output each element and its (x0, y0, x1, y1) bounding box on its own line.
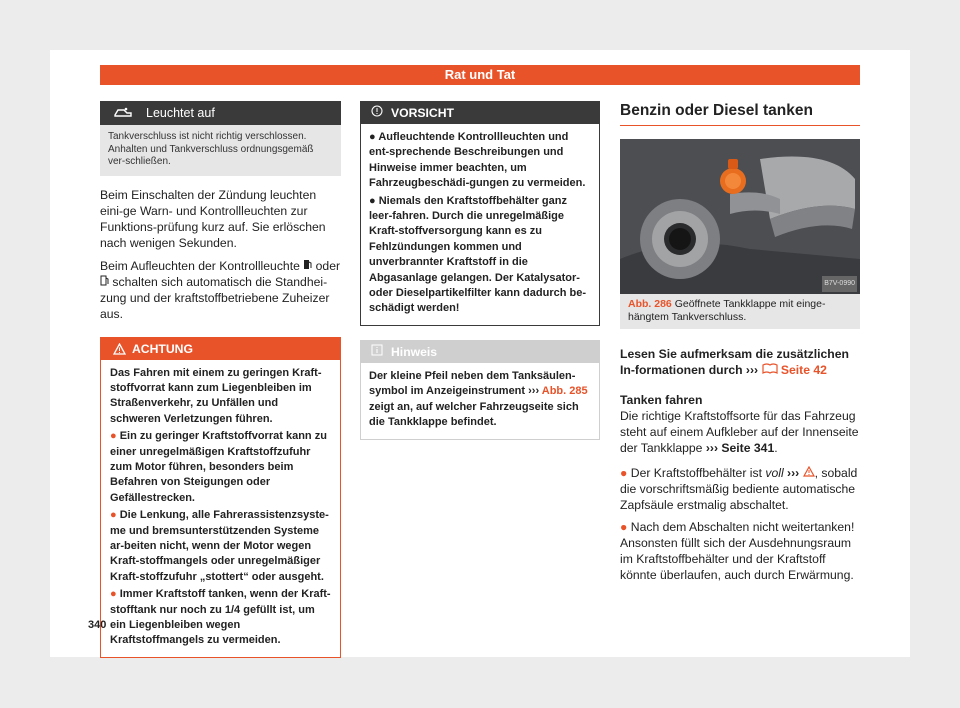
warning-item (110, 587, 331, 649)
lamp-title: Leuchtet auf (146, 106, 215, 120)
paragraph-ignition: Beim Einschalten der Zündung leuchten eini-ge Warn- und Kontrollleuchten zur Funktions-prüfung kurz auf. Sie erlöschen nach wenigen Sekunden. (100, 187, 326, 250)
paragraph-fuel-type (620, 408, 860, 456)
bullet-icon: ● (110, 509, 117, 522)
figure-caption (620, 294, 860, 329)
warning-body (101, 360, 340, 657)
text: . (774, 441, 778, 455)
caution-box (360, 101, 600, 326)
warning-lamp-header (100, 101, 341, 125)
warning-triangle-icon (803, 466, 815, 480)
text: Aufleuchtende Kontrollleuchten und ent-sprechende Beschreibungen und Hinweise immer beachten, um Fahrzeugbeschädi-gungen zu vermeiden. (369, 131, 586, 190)
caution-item (369, 194, 591, 317)
text: , sobald die vorschriftsmäßig bediente automatische Zapfsäule erstmalig abschaltet. (620, 466, 858, 512)
bullet-icon: ● (110, 430, 117, 443)
figure-code: B7V-0990 (822, 276, 857, 292)
text: schalten sich automatisch die Standhei-zung und der kraftstoffbetriebene Zuheizer aus. (100, 274, 330, 321)
paragraph-lamp (100, 258, 341, 322)
caution-header (361, 102, 599, 124)
caution-title: VORSICHT (391, 106, 454, 120)
page-number: 340 (88, 619, 107, 631)
bullet-icon: ● (369, 131, 376, 143)
warning-intro: Das Fahren mit einem zu geringen Kraft-stoffvorrat kann zum Liegenbleiben im Straßenverkehr, zu Unfällen und schweren Verletzungen führen. (110, 366, 322, 425)
text: Der Kraftstoffbehälter ist (630, 466, 762, 480)
text: voll (765, 466, 784, 480)
note-body (361, 363, 599, 439)
note-header (361, 341, 599, 363)
warning-title: ACHTUNG (132, 341, 193, 356)
figure-link[interactable]: Abb. 285 (541, 385, 588, 398)
warning-triangle-icon (113, 343, 126, 355)
text: Niemals den Kraftstoffbehälter ganz leer-fahren. Durch die unregelmäßige Kraft-stoffversorgung kann es zu Fehlzündungen kommen und unverbrannter Kraftstoff in die Abgasanlage gelangen. Der Katalysator- oder Dieselpartikelfilter kann dadurch be-schädigt werden! (369, 194, 587, 315)
bullet-icon: ● (369, 194, 376, 207)
chapter-header: Rat und Tat (100, 65, 860, 85)
warning-header (101, 338, 340, 360)
text: Nach dem Abschalten nicht weitertanken! Ansonsten füllt sich der Ausdehnungsraum im Kraftstoffbehälter und der Kraftstoff könnte überlaufen, auch durch Erwärmung. (620, 520, 855, 582)
section-title: Benzin oder Diesel tanken (620, 101, 860, 126)
lamp-description: Tankverschluss ist nicht richtig verschlossen. Anhalten und Tankverschluss ordnungsgemäß ver-schließen. (100, 125, 341, 176)
text: Immer Kraftstoff tanken, wenn der Kraft-stofftank nur noch zu 1/4 gefüllt ist, um ein Liegenbleiben wegen Kraftstoffmangels zu vermeiden. (110, 588, 331, 647)
subheading: Tanken fahren (620, 393, 703, 407)
caution-body (361, 124, 599, 325)
fuel-flap-illustration (620, 139, 860, 294)
fuel-cap-lamp-icon (100, 107, 146, 119)
page-link[interactable]: Seite 42 (780, 363, 827, 377)
page-ref-link[interactable]: ››› Seite 341 (705, 441, 775, 455)
caption-label: Abb. 286 (628, 298, 672, 310)
text: Die richtige Kraftstoffsorte für das Fahrzeug steht auf einem Aufkleber auf der Innenseite der Tankklappe (620, 409, 859, 455)
column-right (620, 101, 860, 583)
text: oder (315, 258, 341, 273)
caption-text: Geöffnete Tankklappe mit einge-hängtem Tankverschluss. (628, 298, 826, 323)
list-item (620, 465, 860, 513)
book-icon (762, 363, 778, 377)
note-title: Hinweis (391, 344, 438, 359)
bullet-icon: ● (620, 466, 628, 480)
text: Beim Aufleuchten der Kontrollleuchte (100, 258, 300, 273)
fuel-pump-outline-icon (100, 275, 109, 289)
info-circle-icon (371, 105, 383, 121)
text: Der kleine Pfeil neben dem Tanksäulen-symbol im Anzeigeinstrument ››› (369, 369, 576, 398)
column-left (100, 101, 341, 658)
column-middle (360, 101, 600, 440)
text: ››› (787, 466, 800, 480)
fuel-flap-figure (620, 139, 860, 294)
warning-box (100, 337, 341, 658)
warning-item (110, 429, 331, 506)
list-item (620, 519, 860, 583)
warning-item (110, 508, 331, 585)
lead-text (620, 346, 860, 378)
text: zeigt an, auf welcher Fahrzeugseite sich die Tankklappe befindet. (369, 400, 579, 429)
caution-item (369, 130, 591, 192)
text: Ein zu geringer Kraftstoffvorrat kann zu einer unregelmäßigen Kraftstoffzufuhr zum Motor führen, besonders beim Befahren von Steigungen oder Gefällestrecken. (110, 430, 327, 504)
fuel-pump-icon (303, 259, 312, 273)
bullet-icon: ● (620, 520, 628, 534)
note-info-icon (371, 344, 383, 360)
text: Lesen Sie aufmerksam die zusätzlichen In-formationen durch ››› (620, 347, 849, 377)
text: Die Lenkung, alle Fahrerassistenzsyste-me und bremsunterstützenden Systeme ar-beiten nicht, wenn der Motor wegen Kraft-stoffmangels oder unregelmäßiger Kraft-stoffzufuhr „stottert“ oder ausgeht. (110, 509, 329, 583)
note-box (360, 340, 600, 440)
bullet-icon: ● (110, 588, 117, 601)
